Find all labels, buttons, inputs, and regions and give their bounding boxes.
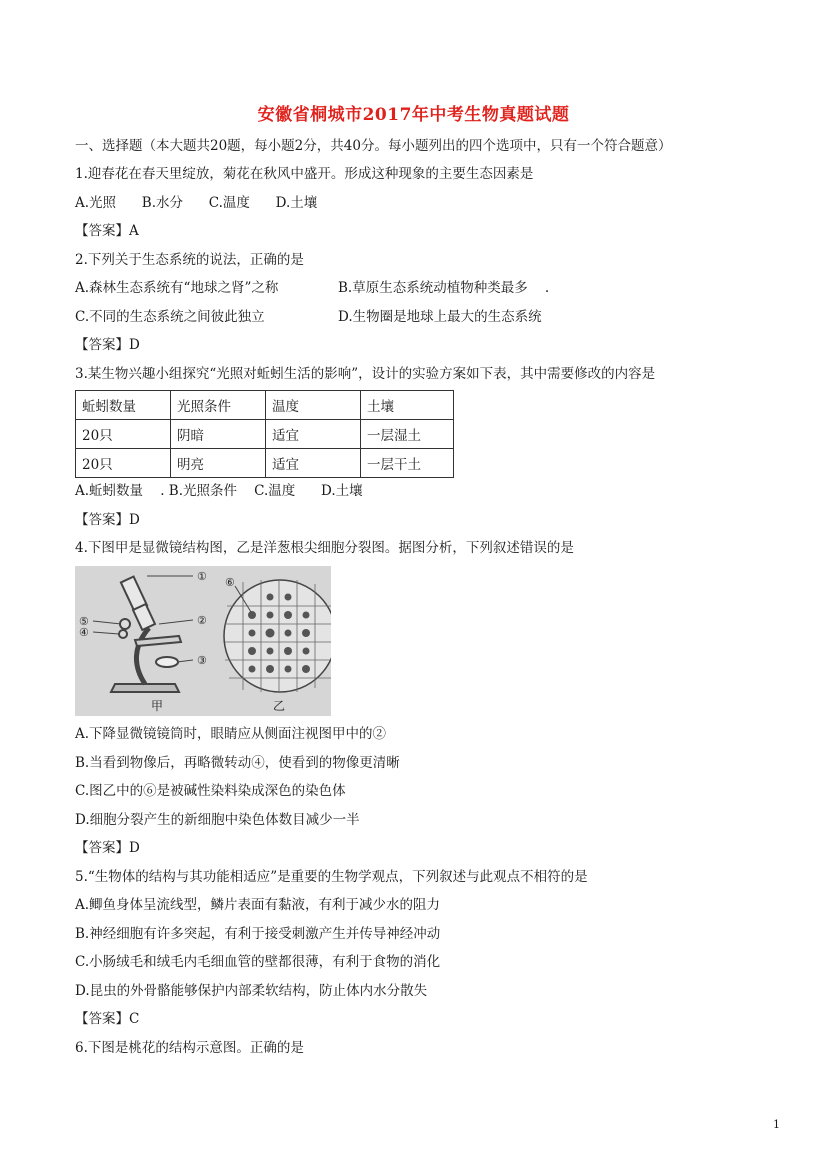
question-4-answer: 【答案】D	[75, 840, 140, 856]
table-header-cell: 蚯蚓数量	[76, 391, 171, 420]
microscope-figure	[75, 566, 331, 716]
question-5-option-a: A.鲫鱼身体呈流线型，鳞片表面有黏液，有利于减少水的阻力	[75, 897, 441, 913]
table-header-cell: 土壤	[361, 391, 454, 420]
question-1-options: A.光照 B.水分 C.温度 D.土壤	[75, 195, 318, 211]
microscope-and-cells-illustration	[75, 566, 331, 716]
page-number: 1	[773, 1118, 780, 1131]
table-row	[76, 449, 454, 478]
question-5-option-d: D.昆虫的外骨骼能够保护内部柔软结构，防止体内水分散失	[75, 983, 428, 999]
question-3-stem: 3.某生物兴趣小组探究“光照对蚯蚓生活的影响”，设计的实验方案如下表，其中需要修改的内容是	[75, 366, 656, 382]
mark-4: ④	[79, 626, 89, 639]
mark-1: ①	[197, 570, 207, 583]
table-cell: 适宜	[266, 420, 361, 449]
mark-5: ⑤	[79, 615, 89, 628]
question-3-answer: 【答案】D	[75, 512, 140, 528]
question-2-option-d: D.生物圈是地球上最大的生态系统	[338, 309, 542, 325]
table-cell: 一层湿土	[361, 420, 454, 449]
microscope-drawing	[93, 576, 193, 692]
mark-6: ⑥	[225, 576, 235, 589]
mark-2: ②	[197, 614, 207, 627]
table-cell: 明亮	[171, 449, 266, 478]
question-2-option-c: C.不同的生态系统之间彼此独立	[75, 309, 265, 325]
question-5-stem: 5.“生物体的结构与其功能相适应”是重要的生物学观点，下列叙述与此观点不相符的是	[75, 869, 588, 885]
question-2-option-b: B.草原生态系统动植物种类最多 .	[338, 280, 550, 296]
label-jia: 甲	[151, 699, 164, 713]
mark-3: ③	[197, 654, 207, 667]
section-heading: 一、选择题（本大题共20题，每小题2分，共40分。每小题列出的四个选项中，只有一个符合题意）	[75, 138, 672, 154]
document-title: 安徽省桐城市2017年中考生物真题试题	[257, 105, 570, 125]
question-2-stem: 2.下列关于生态系统的说法，正确的是	[75, 252, 304, 268]
cell-division-drawing	[224, 580, 331, 692]
question-5-option-c: C.小肠绒毛和绒毛内毛细血管的壁都很薄，有利于食物的消化	[75, 954, 441, 970]
question-4-option-a: A.下降显微镜镜筒时，眼睛应从侧面注视图甲中的②	[75, 726, 387, 742]
table-cell: 20只	[76, 420, 171, 449]
question-2-option-a: A.森林生态系统有“地球之肾”之称	[75, 280, 279, 296]
question-4-option-c: C.图乙中的⑥是被碱性染料染成深色的染色体	[75, 783, 346, 799]
question-1-stem: 1.迎春花在春天里绽放，菊花在秋风中盛开。形成这种现象的主要生态因素是	[75, 166, 534, 182]
table-cell: 阴暗	[171, 420, 266, 449]
table-row	[76, 420, 454, 449]
question-2-answer: 【答案】D	[75, 337, 140, 353]
table-cell: 20只	[76, 449, 171, 478]
question-5-option-b: B.神经细胞有许多突起，有利于接受刺激产生并传导神经冲动	[75, 926, 441, 942]
question-6-stem: 6.下图是桃花的结构示意图。正确的是	[75, 1040, 304, 1056]
table-header-cell: 温度	[266, 391, 361, 420]
question-1-answer: 【答案】A	[75, 223, 139, 239]
question-3-options: A.蚯蚓数量 . B.光照条件 C.温度 D.土壤	[75, 483, 363, 499]
question-4-stem: 4.下图甲是显微镜结构图，乙是洋葱根尖细胞分裂图。据图分析，下列叙述错误的是	[75, 540, 574, 556]
question-4-option-d: D.细胞分裂产生的新细胞中染色体数目减少一半	[75, 812, 360, 828]
label-yi: 乙	[273, 699, 286, 713]
table-header-cell: 光照条件	[171, 391, 266, 420]
question-4-option-b: B.当看到物像后，再略微转动④，使看到的物像更清晰	[75, 755, 400, 771]
table-cell: 一层干土	[361, 449, 454, 478]
question-5-answer: 【答案】C	[75, 1011, 140, 1027]
experiment-table	[75, 390, 454, 478]
table-header-row	[76, 391, 454, 420]
table-cell: 适宜	[266, 449, 361, 478]
